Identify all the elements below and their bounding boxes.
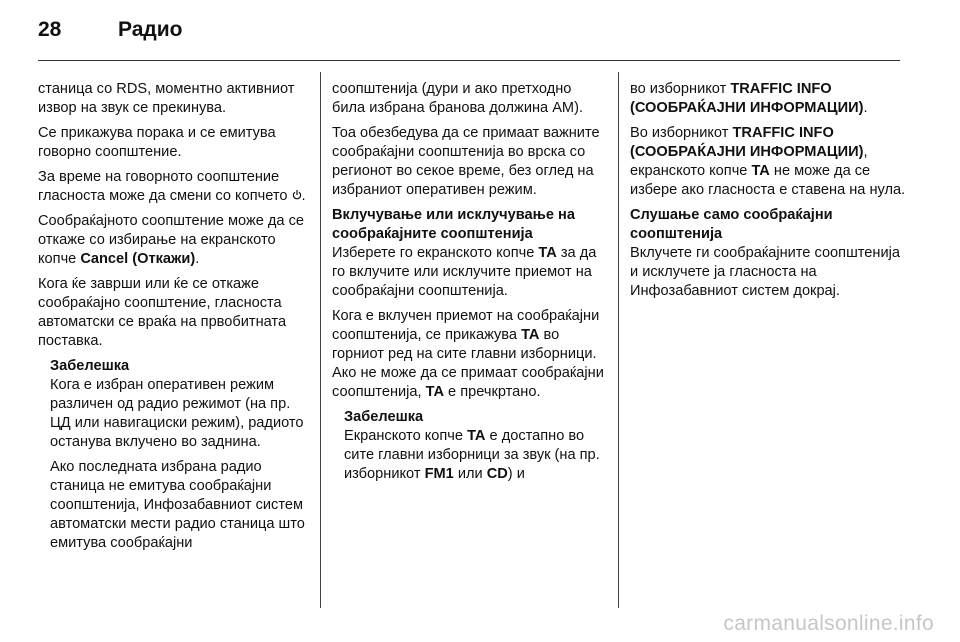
page-title: Радио — [118, 18, 183, 41]
text: , екранското копче — [630, 144, 868, 179]
text: е достапно во сите главни изборници за звук (на пр. изборникот — [344, 428, 600, 482]
text: Во изборникот — [630, 125, 733, 141]
bold-term: Cancel (Откажи) — [80, 251, 196, 267]
bold-term: FM1 — [424, 466, 454, 482]
bold-term: TA — [425, 384, 444, 400]
paragraph — [38, 212, 310, 269]
watermark: carmanualsonline.info — [723, 612, 934, 635]
bold-term: TA — [751, 163, 770, 179]
paragraph: станица со RDS, моментно активниот извор на звук се прекинува. — [38, 81, 295, 116]
text: е пречкртано. — [444, 384, 541, 400]
text: Сообраќајното соопштение може да се откаже со избирање на екранското копче — [38, 213, 304, 267]
page-number: 28 — [38, 18, 62, 41]
header-rule — [38, 60, 900, 61]
note-box — [332, 408, 608, 484]
note-paragraph — [344, 427, 608, 484]
column-1 — [38, 80, 310, 559]
bold-term: TRAFFIC INFO (СООБРАЌАЈНИ ИНФОРМАЦИИ) — [630, 81, 864, 116]
note-paragraph: Кога е избран оперативен режим различен од радио режимот (на пр. ЦД или навигациски режим), радиото останува вклучено во заднина. — [50, 377, 304, 450]
paragraph: Кога ќе заврши или ќе се откаже сообраќајно соопштение, гласноста автоматски се враќа на првобитната поставка. — [38, 276, 287, 349]
paragraph: Се прикажува порака и се емитува говорно соопштение. — [38, 125, 276, 160]
column-2 — [332, 80, 608, 490]
text: за да го вклучите или исклучите приемот на сообраќајни соопштенија. — [332, 245, 597, 299]
text: Изберете го екранското копче — [332, 245, 539, 261]
text: . — [863, 100, 868, 116]
text: За време на говорното соопштение гласноста може да смени со копчето — [38, 169, 292, 204]
text: во изборникот — [630, 81, 731, 97]
section-heading: Вклучување или исклучување на сообраќајните соопштенија — [332, 207, 575, 242]
note-paragraph: Ако последната избрана радио станица не емитува сообраќајни соопштенија, Инфозабавниот систем автоматски мести радио станица што емитува сообраќајни — [50, 459, 305, 551]
text: . — [301, 188, 306, 204]
paragraph — [332, 244, 608, 301]
bold-term: CD — [486, 466, 508, 482]
power-icon — [292, 189, 302, 201]
text: ) и — [507, 466, 525, 482]
bold-term: TA — [467, 428, 486, 444]
column-divider-2 — [618, 72, 619, 608]
text: не може да се избере ако гласноста е ставена на нула. — [630, 163, 906, 198]
bold-term: TA — [538, 245, 557, 261]
bold-term: TRAFFIC INFO (СООБРАЌАЈНИ ИНФОРМАЦИИ) — [630, 125, 864, 160]
paragraph — [332, 307, 608, 402]
text: или — [453, 466, 487, 482]
paragraph — [630, 124, 906, 200]
paragraph — [630, 80, 906, 118]
column-3 — [630, 80, 906, 307]
note-heading: Забелешка — [50, 358, 130, 374]
text: Кога е вклучен приемот на сообраќајни соопштенија, се прикажува — [332, 308, 600, 343]
paragraph: Тоа обезбедува да се примаат важните сообраќајни соопштенија во врска со регионот во секое време, без оглед на избраниот оперативен режим. — [332, 125, 600, 198]
note-heading: Забелешка — [344, 409, 424, 425]
paragraph — [38, 168, 310, 206]
paragraph: Вклучете ги сообраќајните соопштенија и исклучете ја гласноста на Инфозабавниот систем докрај. — [630, 245, 900, 299]
bold-term: TA — [521, 327, 540, 343]
note-box — [38, 357, 310, 553]
page-header — [38, 14, 900, 50]
text: Екранското копче — [344, 428, 468, 444]
text: . — [195, 251, 200, 267]
column-divider-1 — [320, 72, 321, 608]
paragraph: соопштенија (дури и ако претходно била избрана бранова должина AM). — [332, 81, 584, 116]
text: во горниот ред на сите главни изборници. Ако не може да се примаат сообраќајни соопштенија, — [332, 327, 604, 400]
section-heading: Слушање само сообраќајни соопштенија — [630, 207, 833, 242]
